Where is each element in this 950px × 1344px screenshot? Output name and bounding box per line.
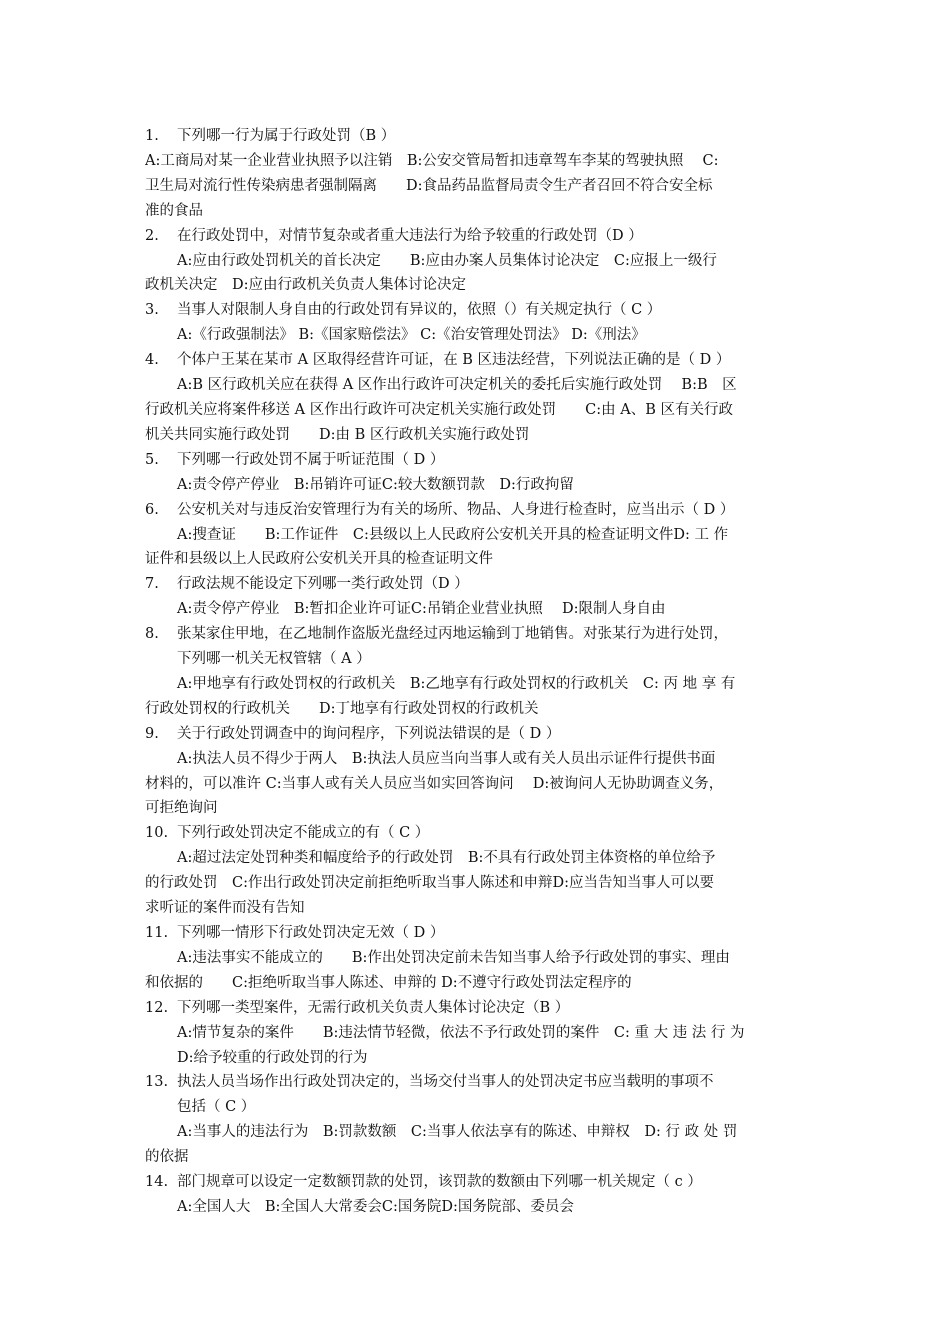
question-number: 3. xyxy=(145,302,159,319)
question-stem: 部门规章可以设定一定数额罚款的处罚，该罚款的数额由下列哪一机关规定（ c ） xyxy=(177,1174,702,1191)
question-8 xyxy=(145,622,810,647)
question-number: 9. xyxy=(145,725,159,742)
question-stem: 当事人对限制人身自由的行政处罚有异议的，依照（）有关规定执行（ C ） xyxy=(177,302,662,319)
question-number: 7. xyxy=(145,576,159,593)
option-line: 求听证的案件而没有告知 xyxy=(145,900,305,917)
question-5 xyxy=(145,448,810,473)
option-line: A:全国人大 B:全国人大常委会C:国务院D:国务院部、委员会 xyxy=(177,1198,574,1215)
question-stem-continuation: 包括（ C ） xyxy=(177,1099,256,1116)
question-number: 1. xyxy=(145,128,159,144)
question-number: 10. xyxy=(145,825,169,842)
option-line: 卫生局对流行性传染病患者强制隔离 D:食品药品监督局责令生产者召回不符合安全标 xyxy=(145,177,713,194)
question-stem: 公安机关对与违反治安管理行为有关的场所、物品、人身进行检查时，应当出示（ D ） xyxy=(177,501,735,518)
question-stem: 下列哪一情形下行政处罚决定无效（ D ） xyxy=(177,925,445,941)
option-line: 和依据的 C:拒绝听取当事人陈述、申辩的 D:不遵守行政处罚法定程序的 xyxy=(145,974,632,991)
option-line: 证件和县级以上人民政府公安机关开具的检查证明文件 xyxy=(145,551,493,568)
question-9 xyxy=(145,722,810,747)
option-line: A:B 区行政机关应在获得 A 区作出行政许可决定机关的委托后实施行政处罚 B:B 区 xyxy=(177,377,737,394)
question-10 xyxy=(145,821,810,846)
question-number: 4. xyxy=(145,352,159,369)
question-stem: 关于行政处罚调查中的询问程序，下列说法错误的是（ D ） xyxy=(177,725,561,742)
question-stem: 在行政处罚中，对情节复杂或者重大违法行为给予较重的行政处罚（D ） xyxy=(177,227,643,244)
question-stem: 下列哪一类型案件，无需行政机关负责人集体讨论决定（B ） xyxy=(177,999,570,1016)
question-list xyxy=(145,124,810,1220)
option-line: 可拒绝询问 xyxy=(145,800,218,817)
question-stem: 下列哪一行为属于行政处罚（B ） xyxy=(177,128,396,144)
question-number: 6. xyxy=(145,501,159,518)
question-3 xyxy=(145,298,810,323)
question-stem: 执法人员当场作出行政处罚决定的，当场交付当事人的处罚决定书应当载明的事项不 xyxy=(177,1074,714,1091)
question-6 xyxy=(145,498,810,523)
question-number: 11. xyxy=(145,925,169,941)
question-7 xyxy=(145,572,810,597)
question-11 xyxy=(145,921,810,946)
option-line: 行政机关应将案件移送 A 区作出行政许可决定机关实施行政处罚 C:由 A、B 区有关行政 xyxy=(145,401,734,418)
question-13 xyxy=(145,1070,810,1095)
option-line: A:甲地享有行政处罚权的行政机关 B:乙地享有行政处罚权的行政机关 C: 丙 地 享 有 xyxy=(177,675,736,692)
question-number: 8. xyxy=(145,626,159,643)
option-line: A:情节复杂的案件 B:违法情节轻微，依法不予行政处罚的案件 C: 重 大 违 法 行 为 xyxy=(177,1024,745,1041)
question-1 xyxy=(145,124,810,149)
question-stem: 行政法规不能设定下列哪一类行政处罚（D ） xyxy=(177,576,469,593)
question-stem: 下列行政处罚决定不能成立的有（ C ） xyxy=(177,825,430,842)
option-line: A:应由行政处罚机关的首长决定 B:应由办案人员集体讨论决定 C:应报上一级行 xyxy=(177,252,717,269)
option-line: A:超过法定处罚种类和幅度给予的行政处罚 B:不具有行政处罚主体资格的单位给予 xyxy=(177,850,716,867)
question-number: 14. xyxy=(145,1174,169,1191)
option-line: 机关共同实施行政处罚 D:由 B 区行政机关实施行政处罚 xyxy=(145,426,530,443)
question-4 xyxy=(145,348,810,373)
option-line: D:给予较重的行政处罚的行为 xyxy=(177,1049,368,1066)
option-line: 准的食品 xyxy=(145,202,203,219)
question-stem: 个体户王某在某市 A 区取得经营许可证，在 B 区违法经营，下列说法正确的是（ D ） xyxy=(177,352,731,369)
question-number: 12. xyxy=(145,999,169,1016)
option-line: A:执法人员不得少于两人 B:执法人员应当向当事人或有关人员出示证件行提供书面 xyxy=(177,750,716,767)
question-stem: 下列哪一行政处罚不属于听证范围（ D ） xyxy=(177,451,445,468)
option-line: A:工商局对某一企业营业执照予以注销 B:公安交管局暂扣违章驾车李某的驾驶执照 C: xyxy=(145,152,719,169)
option-line: 的行政处罚 C:作出行政处罚决定前拒绝听取当事人陈述和申辩D:应当告知当事人可以要 xyxy=(145,875,714,892)
question-12 xyxy=(145,996,810,1021)
question-number: 13. xyxy=(145,1074,169,1091)
option-line: A:责令停产停业 B:暂扣企业许可证C:吊销企业营业执照 D:限制人身自由 xyxy=(177,601,666,618)
question-2 xyxy=(145,224,810,249)
option-line: A:责令停产停业 B:吊销许可证C:较大数额罚款 D:行政拘留 xyxy=(177,476,574,493)
option-line: A:当事人的违法行为 B:罚款数额 C:当事人依法享有的陈述、申辩权 D: 行 政 处 罚 xyxy=(177,1124,738,1141)
question-14 xyxy=(145,1170,810,1195)
option-line: A:违法事实不能成立的 B:作出处罚决定前未告知当事人给予行政处罚的事实、理由 xyxy=(177,949,730,966)
option-line: 行政处罚权的行政机关 D:丁地享有行政处罚权的行政机关 xyxy=(145,700,539,717)
option-line: 材料的，可以准许 C:当事人或有关人员应当如实回答询问 D:被询问人无协助调查义务， xyxy=(145,775,724,792)
question-number: 2. xyxy=(145,227,159,244)
option-line: A:《行政强制法》 B:《国家赔偿法》 C:《治安管理处罚法》 D:《刑法》 xyxy=(177,327,646,344)
question-number: 5. xyxy=(145,451,159,468)
question-stem-continuation: 下列哪一机关无权管辖（ A ） xyxy=(177,651,371,668)
option-line: A:搜查证 B:工作证件 C:县级以上人民政府公安机关开具的检查证明文件D: 工 作 xyxy=(177,526,729,543)
question-stem: 张某家住甲地，在乙地制作盗版光盘经过丙地运输到丁地销售。对张某行为进行处罚， xyxy=(177,626,728,643)
option-line: 的依据 xyxy=(145,1149,189,1166)
option-line: 政机关决定 D:应由行政机关负责人集体讨论决定 xyxy=(145,277,467,294)
